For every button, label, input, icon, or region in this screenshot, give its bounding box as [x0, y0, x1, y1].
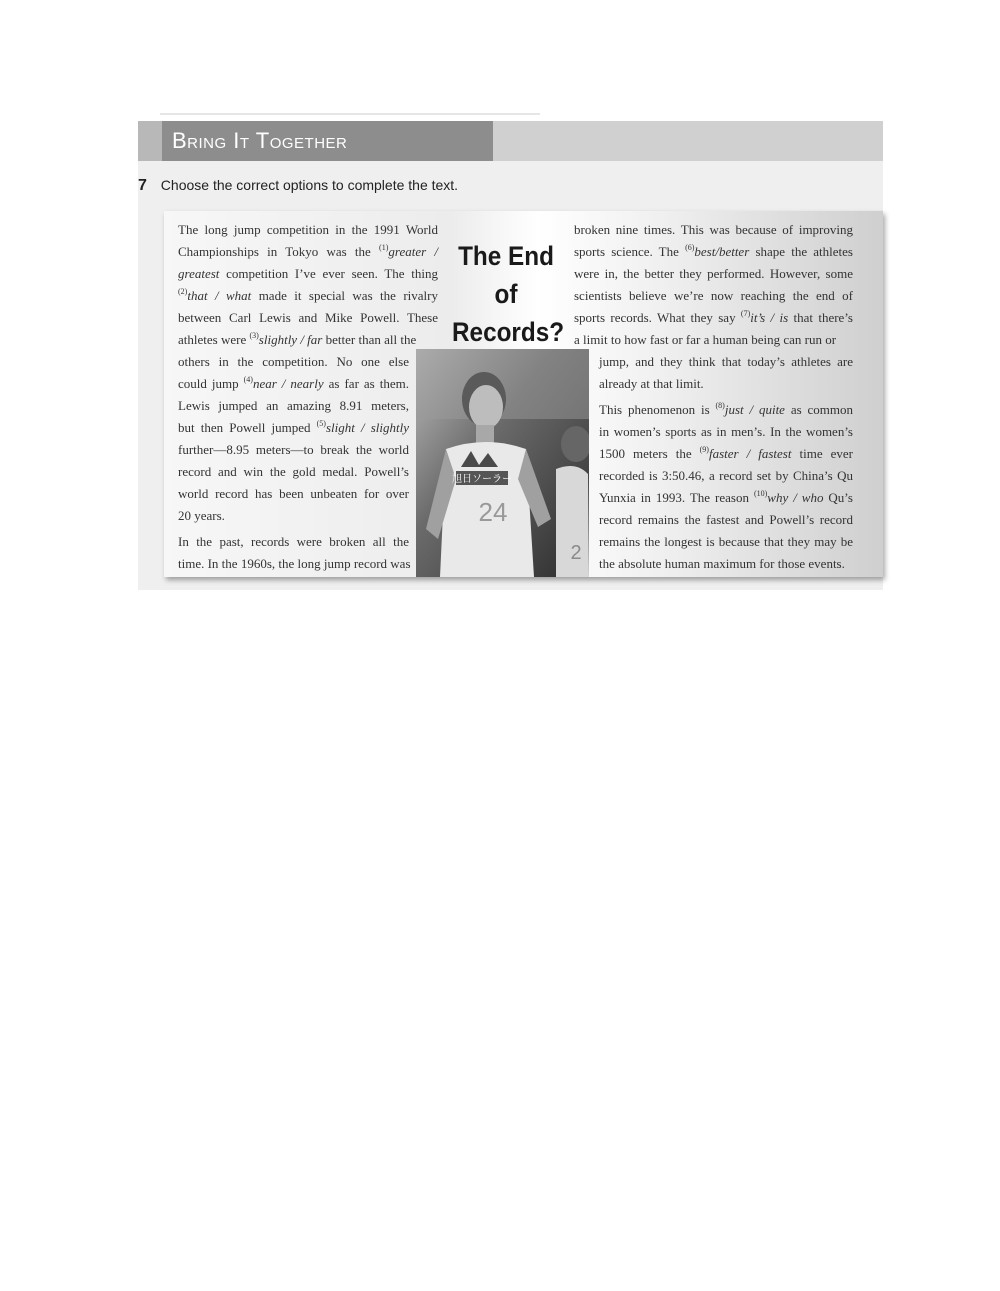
text-line [178, 395, 409, 417]
text-run: shape the athletes [749, 244, 853, 259]
text-line [178, 505, 409, 527]
answer-options[interactable]: slight / slightly [325, 420, 409, 435]
text-line [178, 241, 438, 263]
answer-options[interactable]: greatest [178, 266, 220, 281]
sponsor-text: 旭日ソーラー [452, 474, 512, 485]
text-run: jump, and they think that today’s athletes are [599, 354, 853, 369]
text-run: sports records. What they say [574, 310, 741, 325]
text-run: In the past, records were broken all the [178, 534, 409, 549]
runner-photo [416, 349, 589, 577]
text-line [599, 373, 853, 395]
text-run: made it special was the rivalry [251, 288, 438, 303]
text-run: Yunxia in 1993. The reason [599, 490, 754, 505]
text-run: record remains the fastest and Powell’s record [599, 512, 853, 527]
text-run: better than all the [322, 332, 417, 347]
text-run: as far as them. [323, 376, 409, 391]
article-col1-paragraph2 [178, 531, 409, 575]
answer-options[interactable]: greater / [388, 244, 439, 259]
bib-number-2: 2 [570, 542, 582, 564]
text-line [599, 487, 853, 509]
question-number: (3) [249, 331, 259, 340]
question-number: (9) [699, 445, 709, 454]
text-run: athletes were [178, 332, 250, 347]
text-line [599, 465, 853, 487]
text-line [599, 421, 853, 443]
text-run: but then Powell jumped [178, 420, 317, 435]
title-line-3: Records? [452, 317, 565, 347]
text-run: 20 years. [178, 508, 225, 523]
article-col2-paragraph2 [599, 399, 853, 575]
text-run: The long jump competition in the 1991 World [178, 222, 438, 237]
section-title: Bring It Together [162, 121, 493, 161]
text-line [178, 285, 438, 307]
text-line [599, 509, 853, 531]
text-run: record and win the gold medal. Powell’s [178, 464, 409, 479]
question-number: (6) [685, 243, 695, 252]
text-run: world record has been unbeaten for over [178, 486, 409, 501]
text-run: were in, the better they performed. However, some [574, 266, 853, 281]
text-line [178, 531, 409, 553]
article-col2-bottom [599, 351, 853, 395]
text-run: scientists believe we’re now reaching the end of [574, 288, 853, 303]
exercise-number: 7 [138, 177, 147, 194]
text-line [574, 285, 853, 307]
answer-options[interactable]: slightly / far [258, 332, 323, 347]
text-run: a limit to how fast or far a human being can run or [574, 332, 837, 347]
text-run: sports science. The [574, 244, 686, 259]
text-run: in women’s sports as in men’s. In the women’s [599, 424, 853, 439]
answer-options[interactable]: it’s / is [750, 310, 789, 325]
text-line [599, 351, 853, 373]
article-col1-bottom [178, 351, 409, 527]
text-line [178, 483, 409, 505]
text-run: remains the longest is because that they may be [599, 534, 853, 549]
text-line [574, 219, 853, 241]
text-run: This phenomenon is [599, 402, 716, 417]
text-run: time ever [791, 446, 853, 461]
text-run: Championships in Tokyo was the [178, 244, 380, 259]
text-run: Qu’s [823, 490, 853, 505]
text-run: Lewis jumped an amazing 8.91 meters, [178, 398, 409, 413]
instruction-text: Choose the correct options to complete the text. [160, 177, 459, 193]
answer-options[interactable]: just / quite [724, 402, 785, 417]
article-col2-top [574, 219, 853, 351]
text-run: the absolute human maximum for those events. [599, 556, 845, 571]
header-accent [138, 121, 162, 161]
question-number: (5) [316, 419, 326, 428]
title-line-2: of [494, 279, 518, 309]
answer-options[interactable]: best/better [694, 244, 750, 259]
text-line [599, 443, 853, 465]
text-line [599, 531, 853, 553]
question-number: (2) [178, 287, 188, 296]
text-run: broken nine times. This was because of improving [574, 222, 853, 237]
text-line [178, 553, 409, 575]
question-number: (7) [740, 309, 751, 318]
text-line [178, 461, 409, 483]
answer-options[interactable]: that / what [187, 288, 252, 303]
title-line-1: The End [458, 241, 554, 271]
text-run: competition I’ve ever seen. The thing [219, 266, 438, 281]
text-run: recorded is 3:50.46, a record set by China’s Qu [599, 468, 853, 483]
text-run: others in the competition. No one else [178, 354, 409, 369]
text-line [599, 553, 853, 575]
question-number: (1) [379, 243, 389, 252]
answer-options[interactable]: near / nearly [252, 376, 324, 391]
text-line [178, 263, 438, 285]
exercise-instruction [138, 177, 458, 195]
exercise-panel [138, 121, 883, 590]
text-run: time. In the 1960s, the long jump record was [178, 556, 411, 571]
text-line [599, 399, 853, 421]
text-line [178, 307, 438, 329]
text-run: 1500 meters the [599, 446, 700, 461]
text-run: between Carl Lewis and Mike Powell. These [178, 310, 438, 325]
text-line [178, 219, 438, 241]
text-run: already at that limit. [599, 376, 704, 391]
text-line [178, 373, 409, 395]
text-line [178, 417, 409, 439]
section-header [138, 121, 883, 161]
question-number: (10) [753, 489, 768, 498]
answer-options[interactable]: faster / fastest [708, 446, 792, 461]
text-line [574, 241, 853, 263]
text-line [574, 263, 853, 285]
text-line [178, 439, 409, 461]
answer-options[interactable]: why / who [767, 490, 824, 505]
article-box [164, 211, 883, 577]
article-col1-top [178, 219, 438, 351]
bib-number: 24 [478, 497, 508, 527]
question-number: (4) [243, 375, 253, 384]
text-run: further—8.95 meters—to break the world [178, 442, 409, 457]
top-rule [160, 113, 540, 115]
question-number: (8) [715, 401, 725, 410]
text-line [178, 329, 438, 351]
text-line [574, 329, 853, 351]
text-run: that there’s [788, 310, 853, 325]
article-title [452, 237, 565, 351]
text-run: as common [784, 402, 853, 417]
text-line [574, 307, 853, 329]
text-line [178, 351, 409, 373]
text-run: could jump [178, 376, 244, 391]
